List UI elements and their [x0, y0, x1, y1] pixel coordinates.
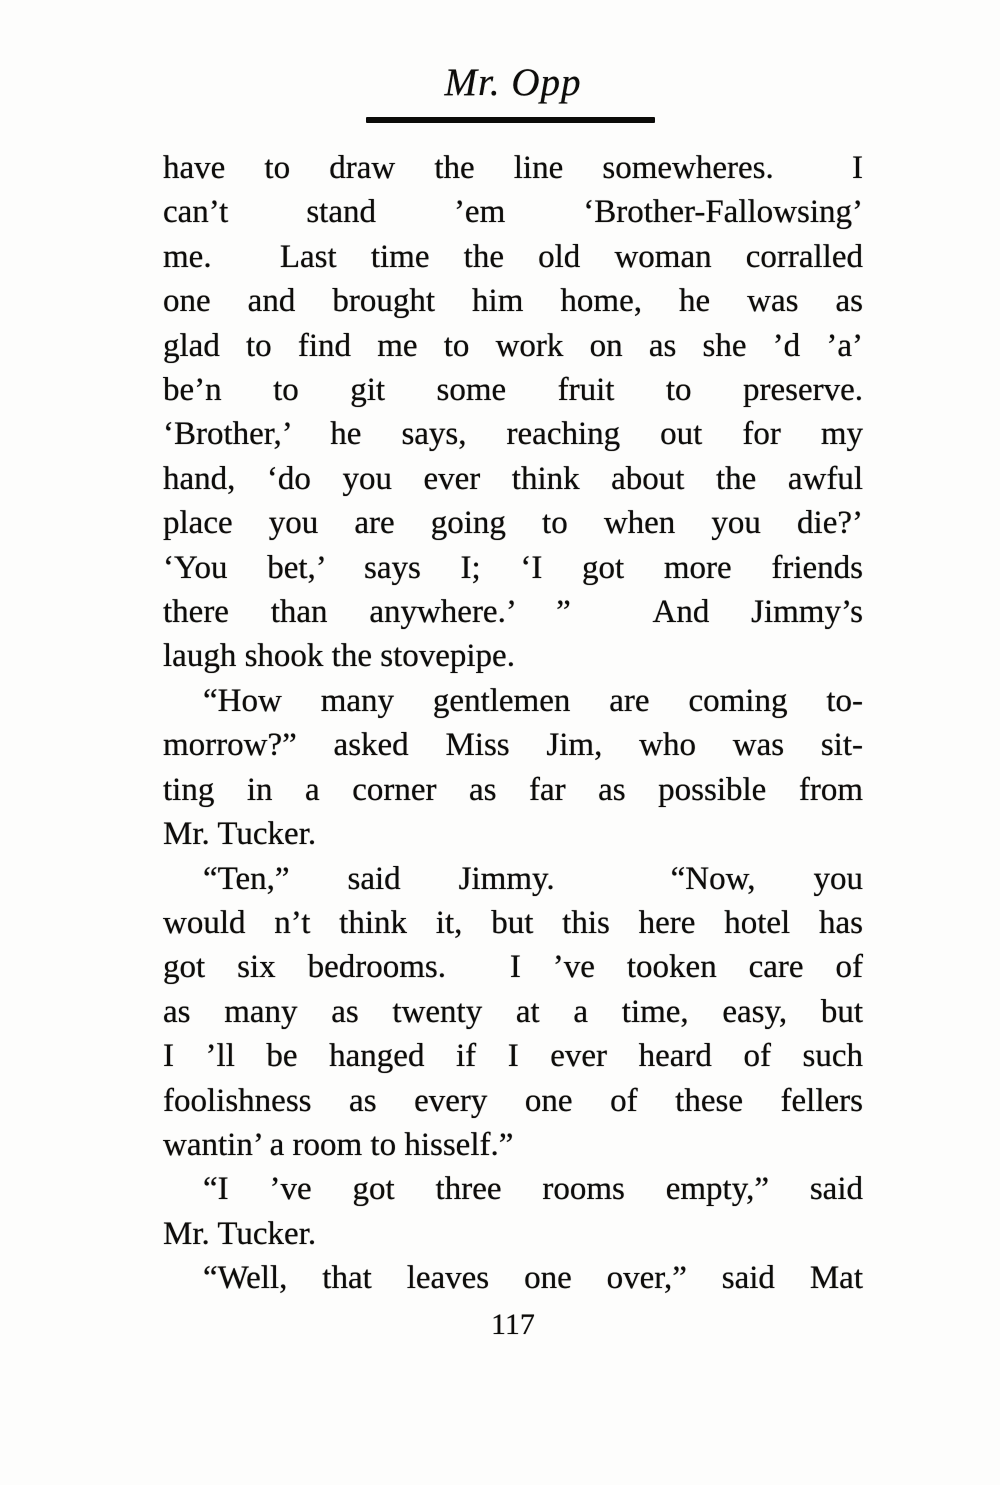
text-line: be’n to git some fruit to preserve. [163, 372, 863, 409]
text-line: morrow?” asked Miss Jim, who was sit- [163, 727, 863, 764]
text-line: foolishness as every one of these fellers [163, 1082, 863, 1119]
text-line: wantin’ a room to hisself.” [163, 1126, 514, 1163]
page-number: 117 [491, 1308, 535, 1341]
text-line: Mr. Tucker. [163, 816, 317, 853]
text-line: would n’t think it, but this here hotel has [163, 904, 863, 941]
text-line: ‘Brother,’ he says, reaching out for my [163, 416, 863, 453]
body-text [163, 146, 863, 1301]
text-line: got six bedrooms. I ’ve tooken care of [163, 949, 863, 986]
text-line: have to draw the line somewheres. I [163, 150, 863, 186]
text-line: ‘You bet,’ says I; ‘I got more friends [163, 549, 863, 586]
text-line: place you are going to when you die?’ [163, 505, 863, 542]
text-line: hand, ‘do you ever think about the awful [163, 460, 863, 497]
text-line: I ’ll be hanged if I ever heard of such [163, 1038, 863, 1075]
text-line: glad to find me to work on as she ’d ’a’ [163, 327, 863, 364]
text-line: Mr. Tucker. [163, 1215, 317, 1252]
text-line: “How many gentlemen are coming to- [203, 682, 863, 719]
text-line: “Ten,” said Jimmy. “Now, you [203, 860, 863, 897]
text-line: as many as twenty at a time, easy, but [163, 993, 863, 1030]
text-line: there than anywhere.’ ” And Jimmy’s [163, 594, 863, 631]
running-head-title: Mr. Opp [444, 61, 582, 104]
header-rule [366, 117, 655, 123]
text-line: one and brought him home, he was as [163, 283, 863, 320]
text-line: me. Last time the old woman corralled [163, 238, 863, 275]
text-line: can’t stand ’em ‘Brother-Fallowsing’ [163, 194, 863, 231]
text-line: laugh shook the stovepipe. [163, 638, 515, 675]
text-line: “Well, that leaves one over,” said Mat [203, 1260, 863, 1297]
text-line: “I ’ve got three rooms empty,” said [203, 1171, 863, 1208]
text-line: ting in a corner as far as possible from [163, 771, 863, 808]
